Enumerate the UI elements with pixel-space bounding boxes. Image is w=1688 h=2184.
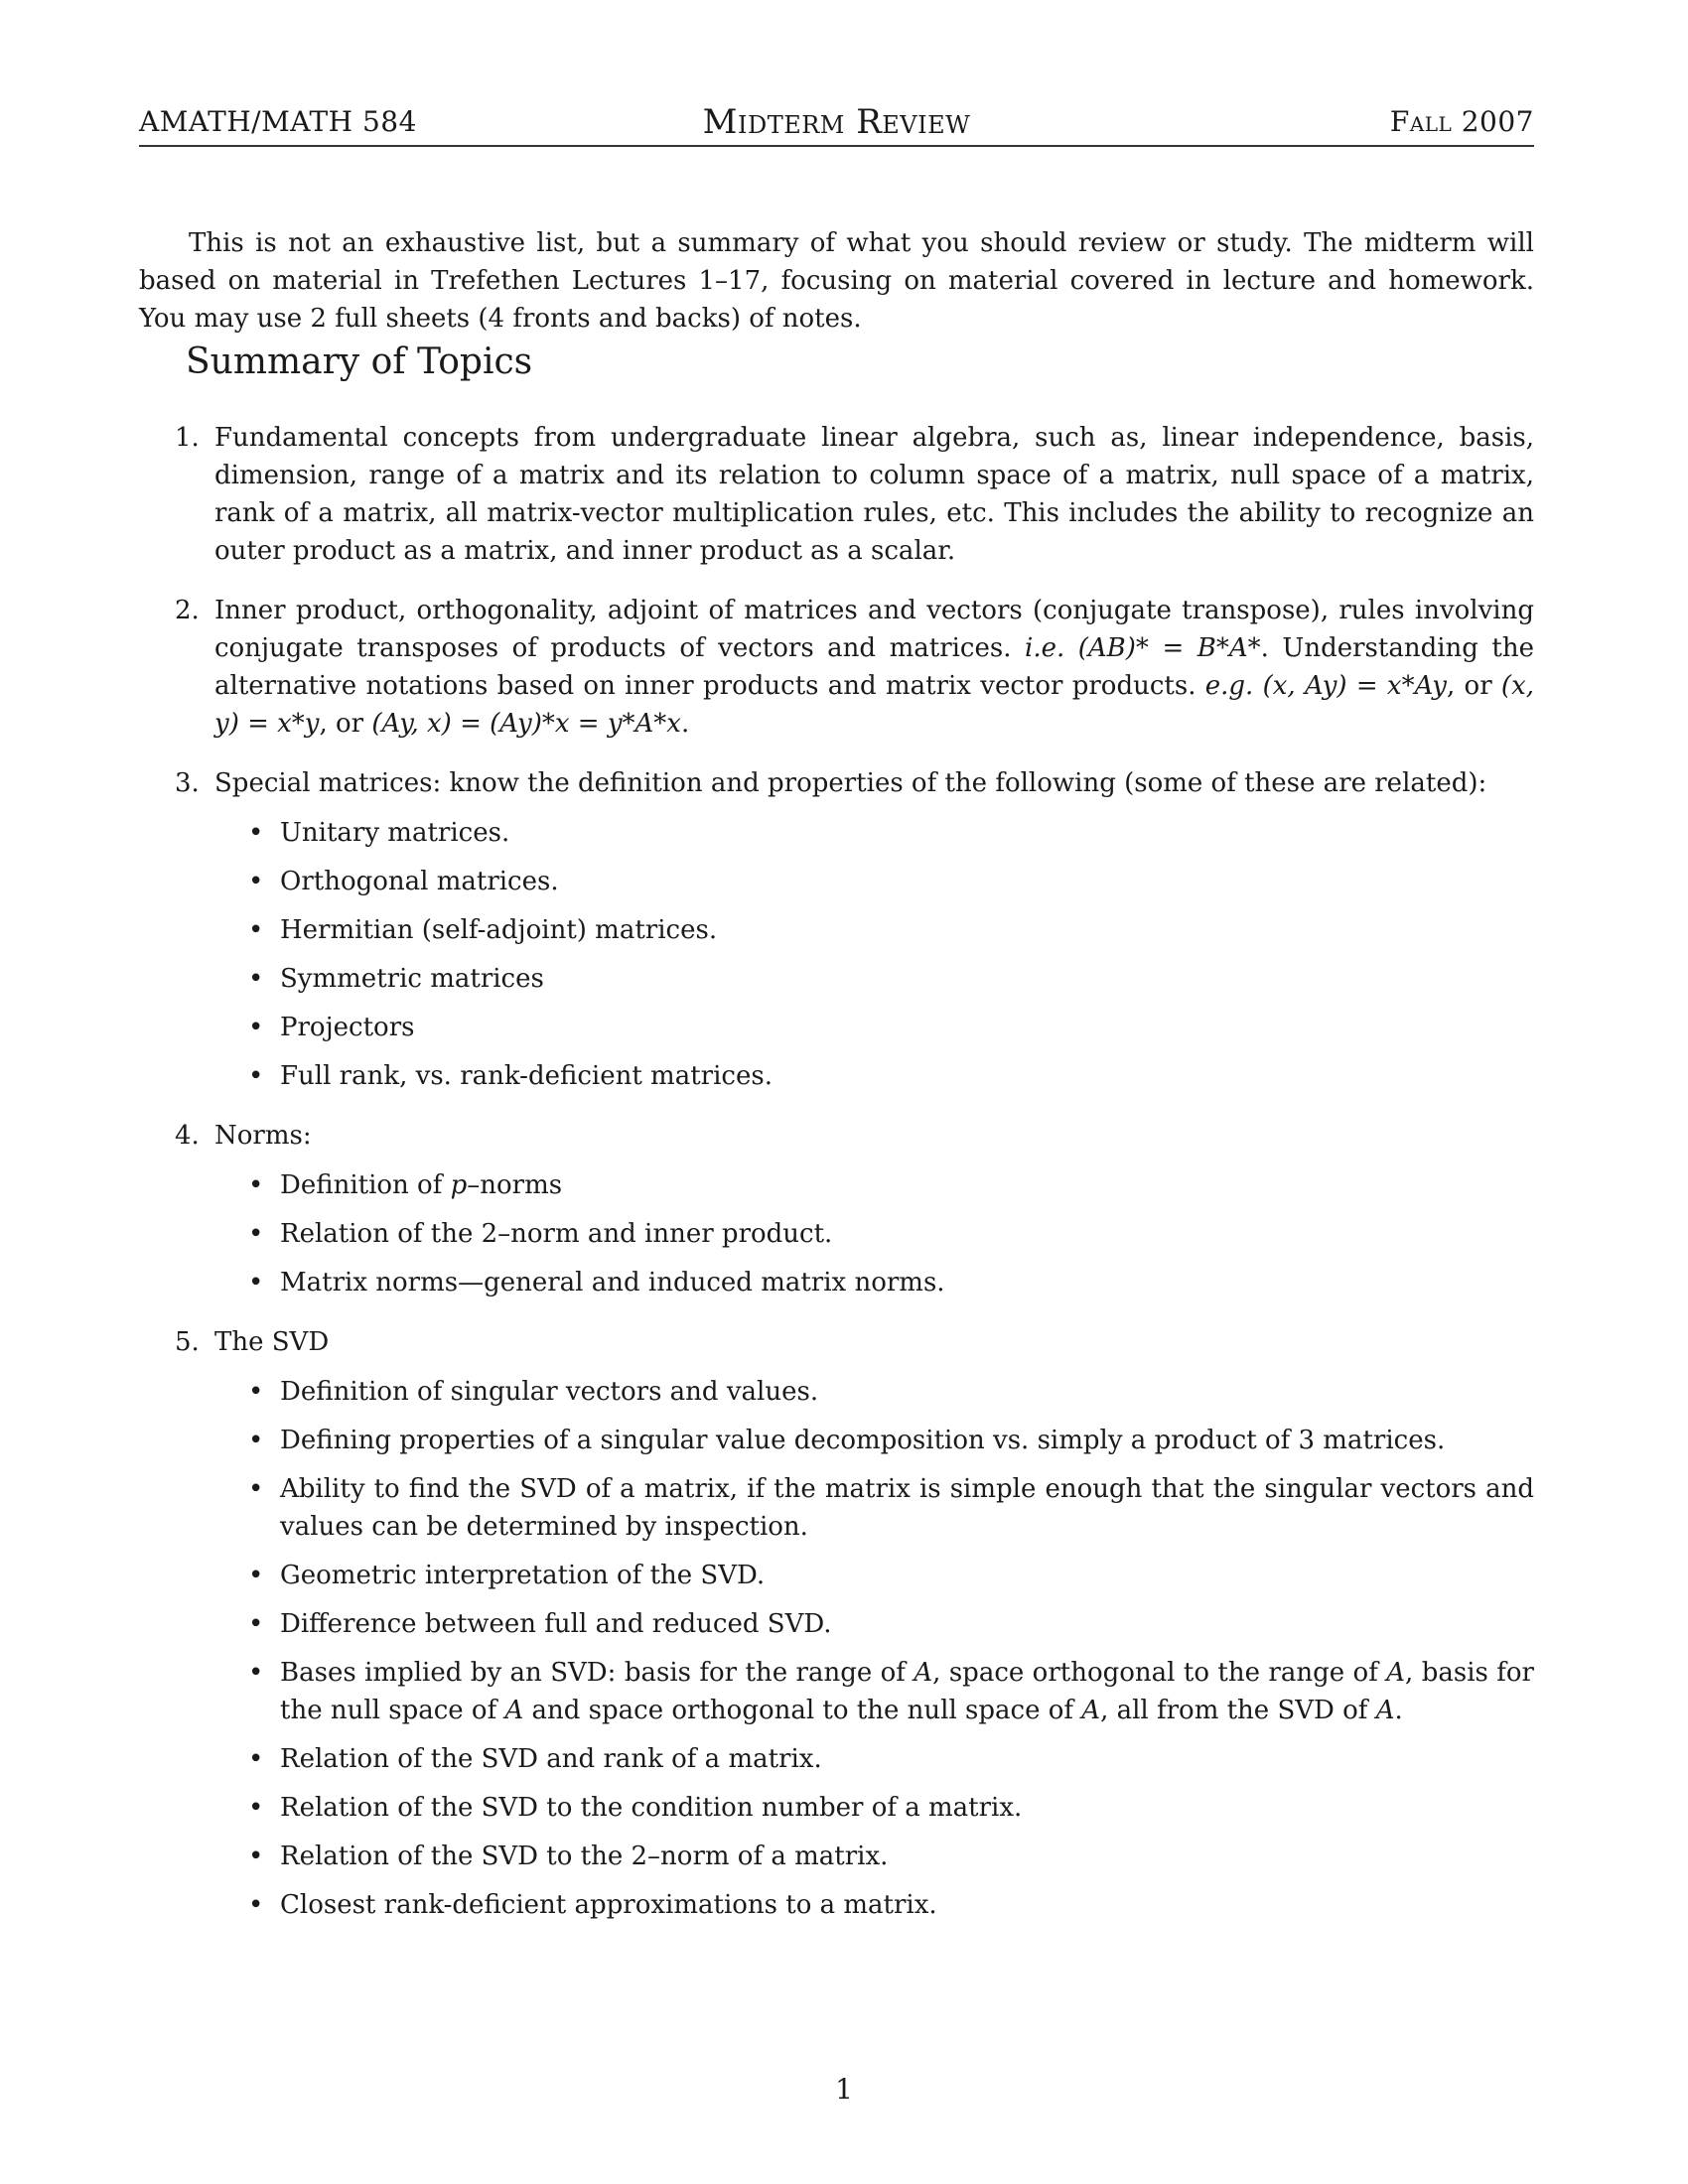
bullet-item — [214, 1373, 1534, 1411]
bullet-item — [214, 1166, 1534, 1204]
bullet-icon: • — [248, 915, 264, 945]
math-symbol: A — [504, 1696, 524, 1725]
bullet-text: Definition of singular vectors and values. — [280, 1377, 819, 1407]
eg-abbrev: e.g. — [1204, 671, 1254, 701]
bullet-list — [214, 1166, 1534, 1301]
section-title: Summary of Topics — [186, 341, 533, 382]
topic-number: 2. — [175, 596, 200, 625]
bullet-item — [214, 1886, 1534, 1924]
bullet-icon: • — [248, 1013, 264, 1042]
math-expression: (x, Ay) = x*Ay — [1262, 671, 1447, 701]
ie-abbrev: i.e. — [1025, 633, 1065, 663]
bullet-item — [214, 863, 1534, 900]
topic-text: Special matrices: know the definition and properties of the following (some of these are related): — [214, 768, 1487, 798]
topic-number: 1. — [175, 423, 200, 453]
topic-number: 3. — [175, 768, 200, 798]
topic-number: 5. — [175, 1327, 200, 1357]
topic-text: Fundamental concepts from undergraduate linear algebra, such as, linear independence, basis, dimension, range of a matrix and its relation to column space of a matrix, null space of a matrix, rank of a matrix, all matrix-vector multiplication rules, etc. This includes the ability to recognize an outer product as a matrix, and inner product as a scalar. — [214, 423, 1534, 566]
topic-item — [139, 419, 1534, 570]
bullet-text: Symmetric matrices — [280, 964, 544, 994]
bullet-text: –norms — [467, 1170, 563, 1200]
bullet-icon: • — [248, 1890, 264, 1920]
topic-text-part: , or — [1446, 671, 1501, 701]
bullet-text: Full rank, vs. rank-deficient matrices. — [280, 1061, 773, 1091]
bullet-item — [214, 911, 1534, 949]
math-symbol: A — [914, 1658, 933, 1688]
math-symbol: A — [1375, 1696, 1395, 1725]
math-expression: (Ay, x) = (Ay)*x = y*A*x — [371, 709, 681, 739]
bullet-icon: • — [248, 1793, 264, 1823]
bullet-list — [214, 814, 1534, 1095]
page-number: 1 — [835, 2073, 853, 2106]
intro-paragraph: This is not an exhaustive list, but a summary of what you should review or study. The midterm will based on material in Trefethen Lectures 1–17, focusing on material covered in lecture and homework. You may use 2 full sheets (4 fronts and backs) of notes. — [139, 228, 1534, 334]
bullet-icon: • — [248, 1561, 264, 1590]
course-code: AMATH/MATH 584 — [139, 105, 417, 138]
math-symbol: A — [1081, 1696, 1101, 1725]
bullet-text: Relation of the SVD to the 2–norm of a matrix. — [280, 1842, 889, 1871]
bullet-icon: • — [248, 964, 264, 994]
topic-text: The SVD — [214, 1327, 330, 1357]
bullet-text: , all from the SVD of — [1100, 1696, 1376, 1725]
bullet-item — [214, 1264, 1534, 1301]
bullet-text: Projectors — [280, 1013, 415, 1042]
topic-text-part: , or — [319, 709, 372, 739]
bullet-item — [214, 814, 1534, 852]
topic-text-part: . — [680, 709, 690, 739]
bullet-text: Relation of the 2–norm and inner product. — [280, 1219, 833, 1249]
bullet-text: Bases implied by an SVD: basis for the range of — [280, 1658, 914, 1688]
math-symbol: A — [1386, 1658, 1406, 1688]
bullet-icon: • — [248, 818, 264, 848]
bullet-text: Unitary matrices. — [280, 818, 510, 848]
bullet-icon: • — [248, 1268, 264, 1297]
math-symbol: p — [450, 1170, 468, 1200]
bullet-item — [214, 1557, 1534, 1594]
topic-text — [214, 592, 1534, 743]
bullet-icon: • — [248, 1219, 264, 1249]
bullet-item — [214, 1215, 1534, 1253]
bullet-item — [214, 1838, 1534, 1875]
bullet-text: Closest rank-deficient approximations to a matrix. — [280, 1890, 937, 1920]
bullet-text: . — [1394, 1696, 1403, 1725]
bullet-icon: • — [248, 1609, 264, 1639]
bullet-item — [214, 1605, 1534, 1643]
bullet-text: Definition of — [280, 1170, 451, 1200]
bullet-icon: • — [248, 1842, 264, 1871]
bullet-item — [214, 1740, 1534, 1778]
topics-list — [139, 419, 1534, 1946]
document-title: Midterm Review — [702, 102, 971, 142]
topic-item — [139, 1117, 1534, 1301]
math-expression: (AB)* = B*A* — [1077, 633, 1261, 663]
topic-number: 4. — [175, 1121, 200, 1151]
bullet-text: Defining properties of a singular value decomposition vs. simply a product of 3 matrices. — [280, 1426, 1446, 1455]
bullet-text: , basis for the null space of — [280, 1658, 1534, 1725]
bullet-text: , space orthogonal to the range of — [932, 1658, 1387, 1688]
bullet-item — [214, 1057, 1534, 1095]
bullet-icon: • — [248, 867, 264, 896]
bullet-text: Hermitian (self-adjoint) matrices. — [280, 915, 718, 945]
bullet-text: Relation of the SVD to the condition number of a matrix. — [280, 1793, 1023, 1823]
topic-text-part: Inner product, orthogonality, adjoint of matrices and vectors (conjugate transpose), rules involving conjugate transposes of products of vectors and matrices. — [214, 596, 1534, 663]
bullet-text: Geometric interpretation of the SVD. — [280, 1561, 766, 1590]
bullet-icon: • — [248, 1170, 264, 1200]
bullet-icon: • — [248, 1744, 264, 1774]
bullet-text: Relation of the SVD and rank of a matrix. — [280, 1744, 822, 1774]
bullet-icon: • — [248, 1658, 264, 1688]
topic-item — [139, 1323, 1534, 1924]
bullet-item — [214, 1009, 1534, 1046]
bullet-icon: • — [248, 1061, 264, 1091]
topic-item — [139, 592, 1534, 743]
bullet-item — [214, 1422, 1534, 1459]
term-label: Fall 2007 — [1389, 105, 1534, 138]
page-header — [139, 99, 1534, 147]
bullet-icon: • — [248, 1426, 264, 1455]
bullet-text: Ability to find the SVD of a matrix, if the matrix is simple enough that the singular vectors and values can be determined by inspection. — [280, 1474, 1534, 1542]
math-expression: (x, y) = x*y — [214, 671, 1534, 739]
bullet-list — [214, 1373, 1534, 1924]
bullet-text: Orthogonal matrices. — [280, 867, 559, 896]
bullet-item — [214, 1470, 1534, 1546]
topic-item — [139, 764, 1534, 1095]
bullet-text: Difference between full and reduced SVD. — [280, 1609, 832, 1639]
topic-text-part: . Understanding the alternative notations based on inner products and matrix vector products. — [214, 633, 1535, 701]
bullet-text: and space orthogonal to the null space of — [523, 1696, 1082, 1725]
bullet-icon: • — [248, 1377, 264, 1407]
bullet-text: Matrix norms—general and induced matrix norms. — [280, 1268, 945, 1297]
bullet-item — [214, 1654, 1534, 1729]
bullet-item — [214, 960, 1534, 998]
bullet-item — [214, 1789, 1534, 1827]
topic-text: Norms: — [214, 1121, 312, 1151]
bullet-icon: • — [248, 1474, 264, 1504]
